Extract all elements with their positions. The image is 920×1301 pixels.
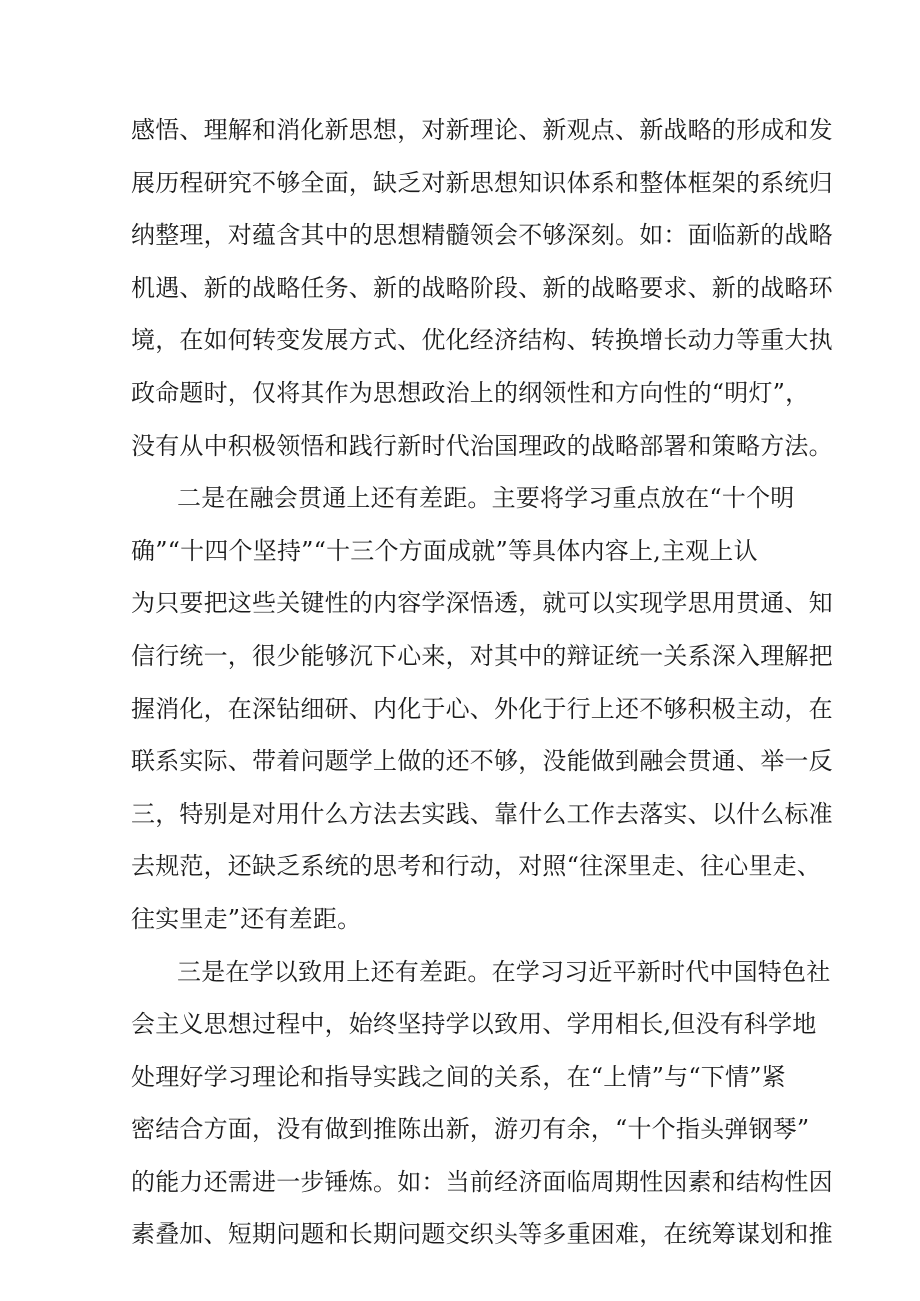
text-line: 联系实际、带着问题学上做的还不够，没能做到融会贯通、举一反 [131, 747, 833, 776]
text-line: 纳整理，对蕴含其中的思想精髓领会不够深刻。如：面临新的战略 [131, 221, 833, 250]
text-line: 三，特别是对用什么方法去实践、靠什么工作去落实、以什么标准 [131, 799, 833, 828]
text-line: 政命题时，仅将其作为思想政治上的纲领性和方向性的“明灯”， [131, 378, 810, 407]
text-line: 素叠加、短期问题和长期问题交织头等多重困难，在统筹谋划和推 [131, 1220, 833, 1249]
text-line: 确”“十四个坚持”“十三个方面成就”等具体内容上,主观上认 [131, 536, 758, 565]
text-line: 为只要把这些关键性的内容学深悟透，就可以实现学思用贯通、知 [131, 589, 833, 618]
text-line: 处理好学习理论和指导实践之间的关系，在“上情”与“下情”紧 [131, 1062, 786, 1091]
paragraph-start-line: 三是在学以致用上还有差距。在学习习近平新时代中国特色社 [177, 957, 831, 986]
text-line: 没有从中积极领悟和践行新时代治国理政的战略部署和策略方法。 [131, 431, 833, 460]
text-line: 会主义思想过程中，始终坚持学以致用、学用相长,但没有科学地 [131, 1010, 817, 1039]
text-line: 的能力还需进一步锤炼。如：当前经济面临周期性因素和结构性因 [131, 1167, 833, 1196]
text-line: 机遇、新的战略任务、新的战略阶段、新的战略要求、新的战略环 [131, 273, 833, 302]
paragraph-start-line: 二是在融会贯通上还有差距。主要将学习重点放在“十个明 [177, 484, 795, 513]
text-line: 握消化，在深钻细研、内化于心、外化于行上还不够积极主动，在 [131, 694, 833, 723]
text-line: 境，在如何转变发展方式、优化经济结构、转换增长动力等重大执 [131, 326, 833, 355]
text-line: 感悟、理解和消化新思想，对新理论、新观点、新战略的形成和发 [131, 116, 833, 144]
text-line: 去规范，还缺乏系统的思考和行动，对照“往深里走、往心里走、 [131, 852, 822, 881]
body-text [131, 104, 833, 1261]
text-line: 信行统一，很少能够沉下心来，对其中的辩证统一关系深入理解把 [131, 641, 833, 670]
text-line: 密结合方面，没有做到推陈出新，游刃有余，“十个指头弹钢琴” [131, 1115, 810, 1144]
text-line: 展历程研究不够全面，缺乏对新思想知识体系和整体框架的系统归 [131, 168, 833, 197]
text-line: 往实里走”还有差距。 [131, 904, 362, 933]
